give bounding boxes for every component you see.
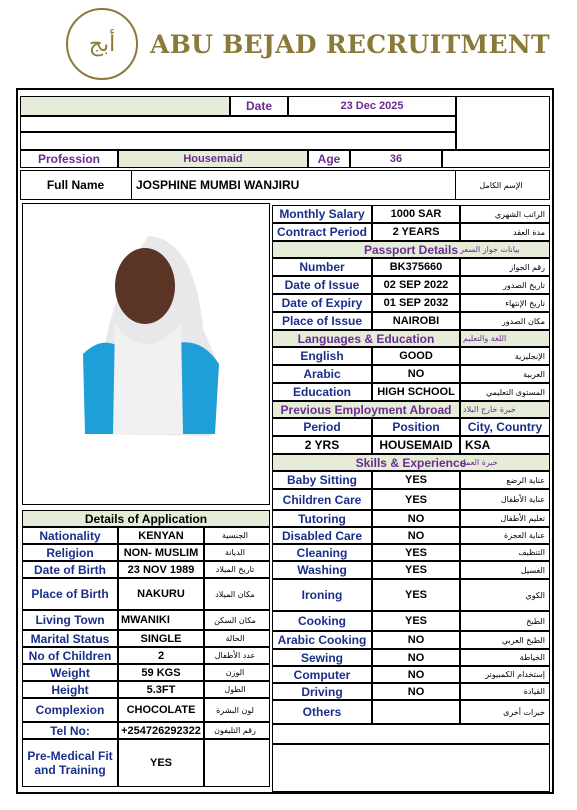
skill-12-label: Others	[272, 700, 372, 724]
skill-3-label: Disabled Care	[272, 527, 372, 544]
contract-1-value: 2 YEARS	[372, 223, 460, 241]
skill-1-label: Children Care	[272, 489, 372, 510]
skill-9-value: NO	[372, 649, 460, 666]
application-3-value: NAKURU	[118, 578, 204, 610]
contract-1-ar: مدة العقد	[460, 223, 550, 241]
application-1-ar: الديانة	[204, 544, 270, 561]
logo-text: أبج	[88, 31, 116, 57]
application-11-ar	[204, 739, 270, 787]
application-2-value: 23 NOV 1989	[118, 561, 204, 578]
skill-8-ar: الطبخ العربي	[460, 631, 550, 649]
languages-title-ar: اللغة والتعليم	[460, 330, 550, 347]
application-3-ar: مكان الميلاد	[204, 578, 270, 610]
language-0-value: GOOD	[372, 347, 460, 365]
application-5-ar: الحالة	[204, 630, 270, 647]
passport-section: Passport Details	[272, 241, 550, 258]
employment-country: KSA	[460, 436, 550, 454]
skill-2-value: NO	[372, 510, 460, 527]
passport-title-ar: بيانات جواز السفر	[460, 245, 520, 254]
application-2-ar: تاريخ الميلاد	[204, 561, 270, 578]
application-7-label: Weight	[22, 664, 118, 681]
employment-col-city: City, Country	[460, 418, 550, 436]
skill-9-ar: الخياطة	[460, 649, 550, 666]
skills-empty-2	[272, 744, 550, 792]
application-11-value: YES	[118, 739, 204, 787]
employment-col-position: Position	[372, 418, 460, 436]
application-4-label: Living Town	[22, 610, 118, 630]
skill-0-ar: عناية الرضع	[460, 471, 550, 489]
contract-0-label: Monthly Salary	[272, 205, 372, 223]
language-2-label: Education	[272, 383, 372, 401]
skill-2-ar: تعليم الأطفال	[460, 510, 550, 527]
application-0-label: Nationality	[22, 527, 118, 544]
skill-10-value: NO	[372, 666, 460, 683]
skills-empty-1	[272, 724, 550, 744]
skill-6-label: Ironing	[272, 579, 372, 611]
language-1-value: NO	[372, 365, 460, 383]
employment-period: 2 YRS	[272, 436, 372, 454]
skill-10-label: Computer	[272, 666, 372, 683]
skill-11-ar: القيادة	[460, 683, 550, 700]
skill-11-value: NO	[372, 683, 460, 700]
passport-3-ar: مكان الصدور	[460, 312, 550, 330]
application-7-value: 59 KGS	[118, 664, 204, 681]
application-6-value: 2	[118, 647, 204, 664]
skill-3-ar: عناية العجزة	[460, 527, 550, 544]
application-6-label: No of Children	[22, 647, 118, 664]
age-label: Age	[308, 150, 350, 168]
skills-title-ar: خبرة العمل	[460, 458, 498, 467]
skill-1-ar: عناية الأطفال	[460, 489, 550, 510]
passport-3-value: NAIROBI	[372, 312, 460, 330]
skill-5-ar: الغسيل	[460, 561, 550, 579]
passport-3-label: Place of Issue	[272, 312, 372, 330]
application-title: Details of Application	[22, 510, 270, 527]
skill-0-value: YES	[372, 471, 460, 489]
skill-12-value	[372, 700, 460, 724]
skills-section: Skills & Experience	[272, 454, 550, 471]
skill-6-ar: الكوي	[460, 579, 550, 611]
language-1-label: Arabic	[272, 365, 372, 383]
contract-0-value: 1000 SAR	[372, 205, 460, 223]
skill-7-value: YES	[372, 611, 460, 631]
application-10-ar: رقم التليفون	[204, 722, 270, 739]
skill-4-ar: التنظيف	[460, 544, 550, 561]
passport-2-value: 01 SEP 2032	[372, 294, 460, 312]
application-9-value: CHOCOLATE	[118, 698, 204, 722]
application-10-value: +254726292322	[118, 722, 204, 739]
skill-6-value: YES	[372, 579, 460, 611]
application-2-label: Date of Birth	[22, 561, 118, 578]
passport-0-ar: رقم الجواز	[460, 258, 550, 276]
application-8-label: Height	[22, 681, 118, 698]
passport-1-ar: تاريخ الصدور	[460, 276, 550, 294]
skill-5-label: Washing	[272, 561, 372, 579]
application-0-ar: الجنسية	[204, 527, 270, 544]
language-2-ar: المستوى التعليمي	[460, 383, 550, 401]
photo-frame	[22, 203, 270, 505]
application-5-label: Marital Status	[22, 630, 118, 647]
passport-0-label: Number	[272, 258, 372, 276]
age-value: 36	[350, 150, 442, 168]
applicant-photo	[23, 204, 269, 504]
application-9-ar: لون البشرة	[204, 698, 270, 722]
language-1-ar: العربية	[460, 365, 550, 383]
passport-1-label: Date of Issue	[272, 276, 372, 294]
skill-8-value: NO	[372, 631, 460, 649]
skill-7-ar: الطبخ	[460, 611, 550, 631]
application-6-ar: عدد الأطفال	[204, 647, 270, 664]
passport-2-label: Date of Expiry	[272, 294, 372, 312]
skill-11-label: Driving	[272, 683, 372, 700]
full-name-ar: الإسم الكامل	[479, 180, 523, 190]
skill-8-label: Arabic Cooking	[272, 631, 372, 649]
application-8-ar: الطول	[204, 681, 270, 698]
employment-position: HOUSEMAID	[372, 436, 460, 454]
skill-4-label: Cleaning	[272, 544, 372, 561]
application-9-label: Complexion	[22, 698, 118, 722]
skill-3-value: NO	[372, 527, 460, 544]
full-name-label: Full Name	[20, 170, 132, 200]
skill-9-label: Sewing	[272, 649, 372, 666]
employment-title: Previous Employment Abroad	[272, 401, 460, 418]
contract-0-ar: الراتب الشهري	[460, 205, 550, 223]
skill-1-value: YES	[372, 489, 460, 510]
application-8-value: 5.3FT	[118, 681, 204, 698]
application-7-ar: الوزن	[204, 664, 270, 681]
contract-1-label: Contract Period	[272, 223, 372, 241]
profession-label: Profession	[20, 150, 118, 168]
full-name-value: JOSPHINE MUMBI WANJIRU	[132, 170, 456, 200]
skill-12-ar: خبرات أخرى	[460, 700, 550, 724]
date-label: Date	[230, 96, 288, 116]
application-4-ar: مكان السكن	[204, 610, 270, 630]
skill-5-value: YES	[372, 561, 460, 579]
application-3-label: Place of Birth	[22, 578, 118, 610]
passport-2-ar: تاريخ الإنتهاء	[460, 294, 550, 312]
application-1-value: NON- MUSLIM	[118, 544, 204, 561]
employment-title-ar: خبرة خارج البلاد	[460, 401, 550, 418]
language-0-ar: الإنجليزية	[460, 347, 550, 365]
application-0-value: KENYAN	[118, 527, 204, 544]
passport-0-value: BK375660	[372, 258, 460, 276]
skill-0-label: Baby Sitting	[272, 471, 372, 489]
date-value: 23 Dec 2025	[288, 96, 456, 116]
language-2-value: HIGH SCHOOL	[372, 383, 460, 401]
skill-10-ar: إستخدام الكمبيوتر	[460, 666, 550, 683]
application-11-label: Pre-Medical Fit and Training	[22, 739, 118, 787]
application-1-label: Religion	[22, 544, 118, 561]
profession-value: Housemaid	[118, 150, 308, 168]
company-name: ABU BEJAD RECRUITMENT	[150, 30, 550, 59]
application-4-value: MWANIKI	[118, 610, 204, 630]
skill-7-label: Cooking	[272, 611, 372, 631]
application-5-value: SINGLE	[118, 630, 204, 647]
languages-title: Languages & Education	[272, 330, 460, 347]
company-logo	[66, 8, 138, 80]
skill-2-label: Tutoring	[272, 510, 372, 527]
language-0-label: English	[272, 347, 372, 365]
employment-col-period: Period	[272, 418, 372, 436]
skill-4-value: YES	[372, 544, 460, 561]
application-10-label: Tel No:	[22, 722, 118, 739]
passport-1-value: 02 SEP 2022	[372, 276, 460, 294]
